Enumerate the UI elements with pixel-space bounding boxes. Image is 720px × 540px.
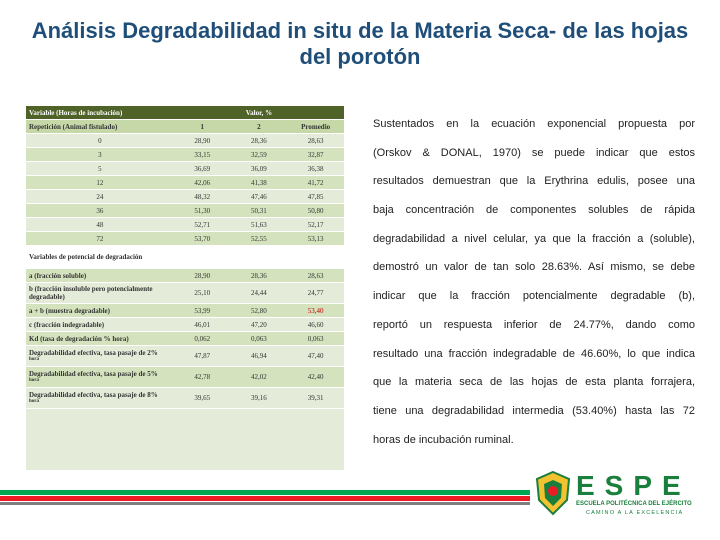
crest-icon <box>534 470 572 516</box>
param-value-2: 42,02 <box>231 367 288 388</box>
param-label-text: Degradabilidad efectiva, tasa pasaje de 2% <box>29 349 158 357</box>
param-label-sub: hora <box>29 399 39 404</box>
param-value-2: 47,20 <box>231 318 288 332</box>
row-value-1: 51,30 <box>174 204 231 218</box>
param-value-1: 0,062 <box>174 332 231 346</box>
row-value-1: 36,69 <box>174 162 231 176</box>
table-row <box>26 190 344 204</box>
footer-bar-red <box>0 496 530 501</box>
param-average: 28,63 <box>287 269 344 283</box>
param-average: 47,40 <box>287 346 344 367</box>
param-average: 0,063 <box>287 332 344 346</box>
body-line: horas de incubación ruminal. <box>373 433 514 446</box>
body-line: degradabilidad a nivel celular, ya que la fracción a (soluble), <box>373 232 695 245</box>
param-row <box>26 388 344 409</box>
param-average: 39,31 <box>287 388 344 409</box>
body-line: reportó un respuesta inferior de 24.77%, dando como <box>373 318 695 331</box>
subheader-rep: Repetición (Animal fistulado) <box>26 120 174 134</box>
body-line: baja concentración de componentes solubles de rápida <box>373 204 695 217</box>
param-label <box>26 283 174 304</box>
row-average: 53,13 <box>287 232 344 246</box>
row-hour: 48 <box>26 218 174 232</box>
row-value-1: 48,32 <box>174 190 231 204</box>
slide-title: Análisis Degradabilidad in situ de la Materia Seca- de las hojas del porotón <box>31 18 689 69</box>
param-value-1: 39,65 <box>174 388 231 409</box>
row-average: 36,38 <box>287 162 344 176</box>
body-line: Sustentados en la ecuación exponencial propuesta por <box>373 118 695 130</box>
body-line: resultado una fracción indegradable de 46.60%, lo que indica <box>373 347 695 360</box>
body-line: (Orskov & DONAL, 1970) se puede indicar que estos <box>373 146 695 159</box>
param-average: 24,77 <box>287 283 344 304</box>
row-hour: 3 <box>26 148 174 162</box>
param-row <box>26 269 344 283</box>
row-value-2: 52,55 <box>231 232 288 246</box>
footer-bar-gray <box>0 502 530 505</box>
espe-logo <box>530 466 705 520</box>
degradability-table <box>26 106 344 470</box>
table-header-row <box>26 106 344 120</box>
logo-motto: CAMINO A LA EXCELENCIA <box>586 510 684 516</box>
body-line: indicar que la fracción potencialmente degradable (b), <box>373 290 695 303</box>
table-row <box>26 218 344 232</box>
subheader-2: 2 <box>231 120 288 134</box>
body-line: resultados demuestran que la Erythrina edulis, posee una <box>373 175 695 188</box>
param-value-2: 46,94 <box>231 346 288 367</box>
param-label <box>26 367 174 388</box>
footer-bar-green <box>0 490 530 495</box>
param-value-1: 25,10 <box>174 283 231 304</box>
param-label-text: Degradabilidad efectiva, tasa pasaje de 8% <box>29 391 158 399</box>
row-value-2: 32,59 <box>231 148 288 162</box>
row-hour: 12 <box>26 176 174 190</box>
row-value-1: 33,15 <box>174 148 231 162</box>
row-value-2: 36,09 <box>231 162 288 176</box>
body-paragraph <box>373 110 695 454</box>
row-value-1: 53,70 <box>174 232 231 246</box>
section-label: Variables de potencial de degradación <box>26 246 344 269</box>
body-line: que la materia seca de las hojas de esta planta forrajera, <box>373 376 695 389</box>
table-row <box>26 148 344 162</box>
param-row <box>26 346 344 367</box>
body-line: tiene una degradabilidad intermedia (53.40%) hasta las 72 <box>373 404 695 417</box>
param-label <box>26 304 174 318</box>
param-row <box>26 304 344 318</box>
table-subheader-row <box>26 120 344 134</box>
header-value: Valor, % <box>174 106 344 120</box>
param-row <box>26 332 344 346</box>
param-value-2: 24,44 <box>231 283 288 304</box>
row-hour: 72 <box>26 232 174 246</box>
row-average: 28,63 <box>287 134 344 148</box>
row-average: 32,87 <box>287 148 344 162</box>
param-value-2: 28,36 <box>231 269 288 283</box>
row-value-1: 28,90 <box>174 134 231 148</box>
param-value-1: 53,99 <box>174 304 231 318</box>
param-value-2: 39,16 <box>231 388 288 409</box>
body-line: demostró un valor de tan solo 28.63%. Así mismo, se debe <box>373 261 695 274</box>
row-average: 50,80 <box>287 204 344 218</box>
param-label-text: b (fracción insoluble pero potencialmente degradable) <box>29 285 153 301</box>
row-average: 52,17 <box>287 218 344 232</box>
section-row <box>26 246 344 269</box>
param-label-text: a (fracción soluble) <box>29 271 87 280</box>
param-value-2: 0,063 <box>231 332 288 346</box>
logo-institution: ESCUELA POLITÉCNICA DEL EJÉRCITO <box>576 501 692 507</box>
row-value-2: 47,46 <box>231 190 288 204</box>
param-row <box>26 283 344 304</box>
param-label <box>26 269 174 283</box>
table-row <box>26 162 344 176</box>
row-hour: 5 <box>26 162 174 176</box>
table-row <box>26 204 344 218</box>
table-row <box>26 176 344 190</box>
param-label-sub: hora <box>29 357 39 362</box>
param-label-sub: hora <box>29 378 39 383</box>
row-hour: 0 <box>26 134 174 148</box>
subheader-avg: Promedio <box>287 120 344 134</box>
row-hour: 24 <box>26 190 174 204</box>
param-label-text: Kd (tasa de degradación % hora) <box>29 334 129 343</box>
row-value-1: 52,71 <box>174 218 231 232</box>
param-label <box>26 388 174 409</box>
row-value-2: 41,38 <box>231 176 288 190</box>
row-value-2: 50,31 <box>231 204 288 218</box>
table-row <box>26 232 344 246</box>
param-row <box>26 367 344 388</box>
param-value-1: 46,01 <box>174 318 231 332</box>
param-label <box>26 346 174 367</box>
param-label <box>26 318 174 332</box>
param-value-1: 42,78 <box>174 367 231 388</box>
param-value-2: 52,80 <box>231 304 288 318</box>
param-row <box>26 318 344 332</box>
logo-wordmark: ESPE <box>576 470 691 501</box>
subheader-1: 1 <box>174 120 231 134</box>
param-average: 46,60 <box>287 318 344 332</box>
row-average: 47,85 <box>287 190 344 204</box>
row-hour: 36 <box>26 204 174 218</box>
row-value-2: 51,63 <box>231 218 288 232</box>
row-average: 41,72 <box>287 176 344 190</box>
row-value-2: 28,36 <box>231 134 288 148</box>
param-label-text: a + b (muestra degradable) <box>29 306 110 315</box>
param-label-text: c (fracción indegradable) <box>29 320 105 329</box>
param-average: 42,40 <box>287 367 344 388</box>
param-label <box>26 332 174 346</box>
param-label-text: Degradabilidad efectiva, tasa pasaje de 5% <box>29 370 158 378</box>
param-value-1: 47,87 <box>174 346 231 367</box>
table-row <box>26 134 344 148</box>
param-value-1: 28,90 <box>174 269 231 283</box>
row-value-1: 42,06 <box>174 176 231 190</box>
param-average: 53,40 <box>287 304 344 318</box>
header-variable: Variable (Horas de incubación) <box>26 106 174 120</box>
